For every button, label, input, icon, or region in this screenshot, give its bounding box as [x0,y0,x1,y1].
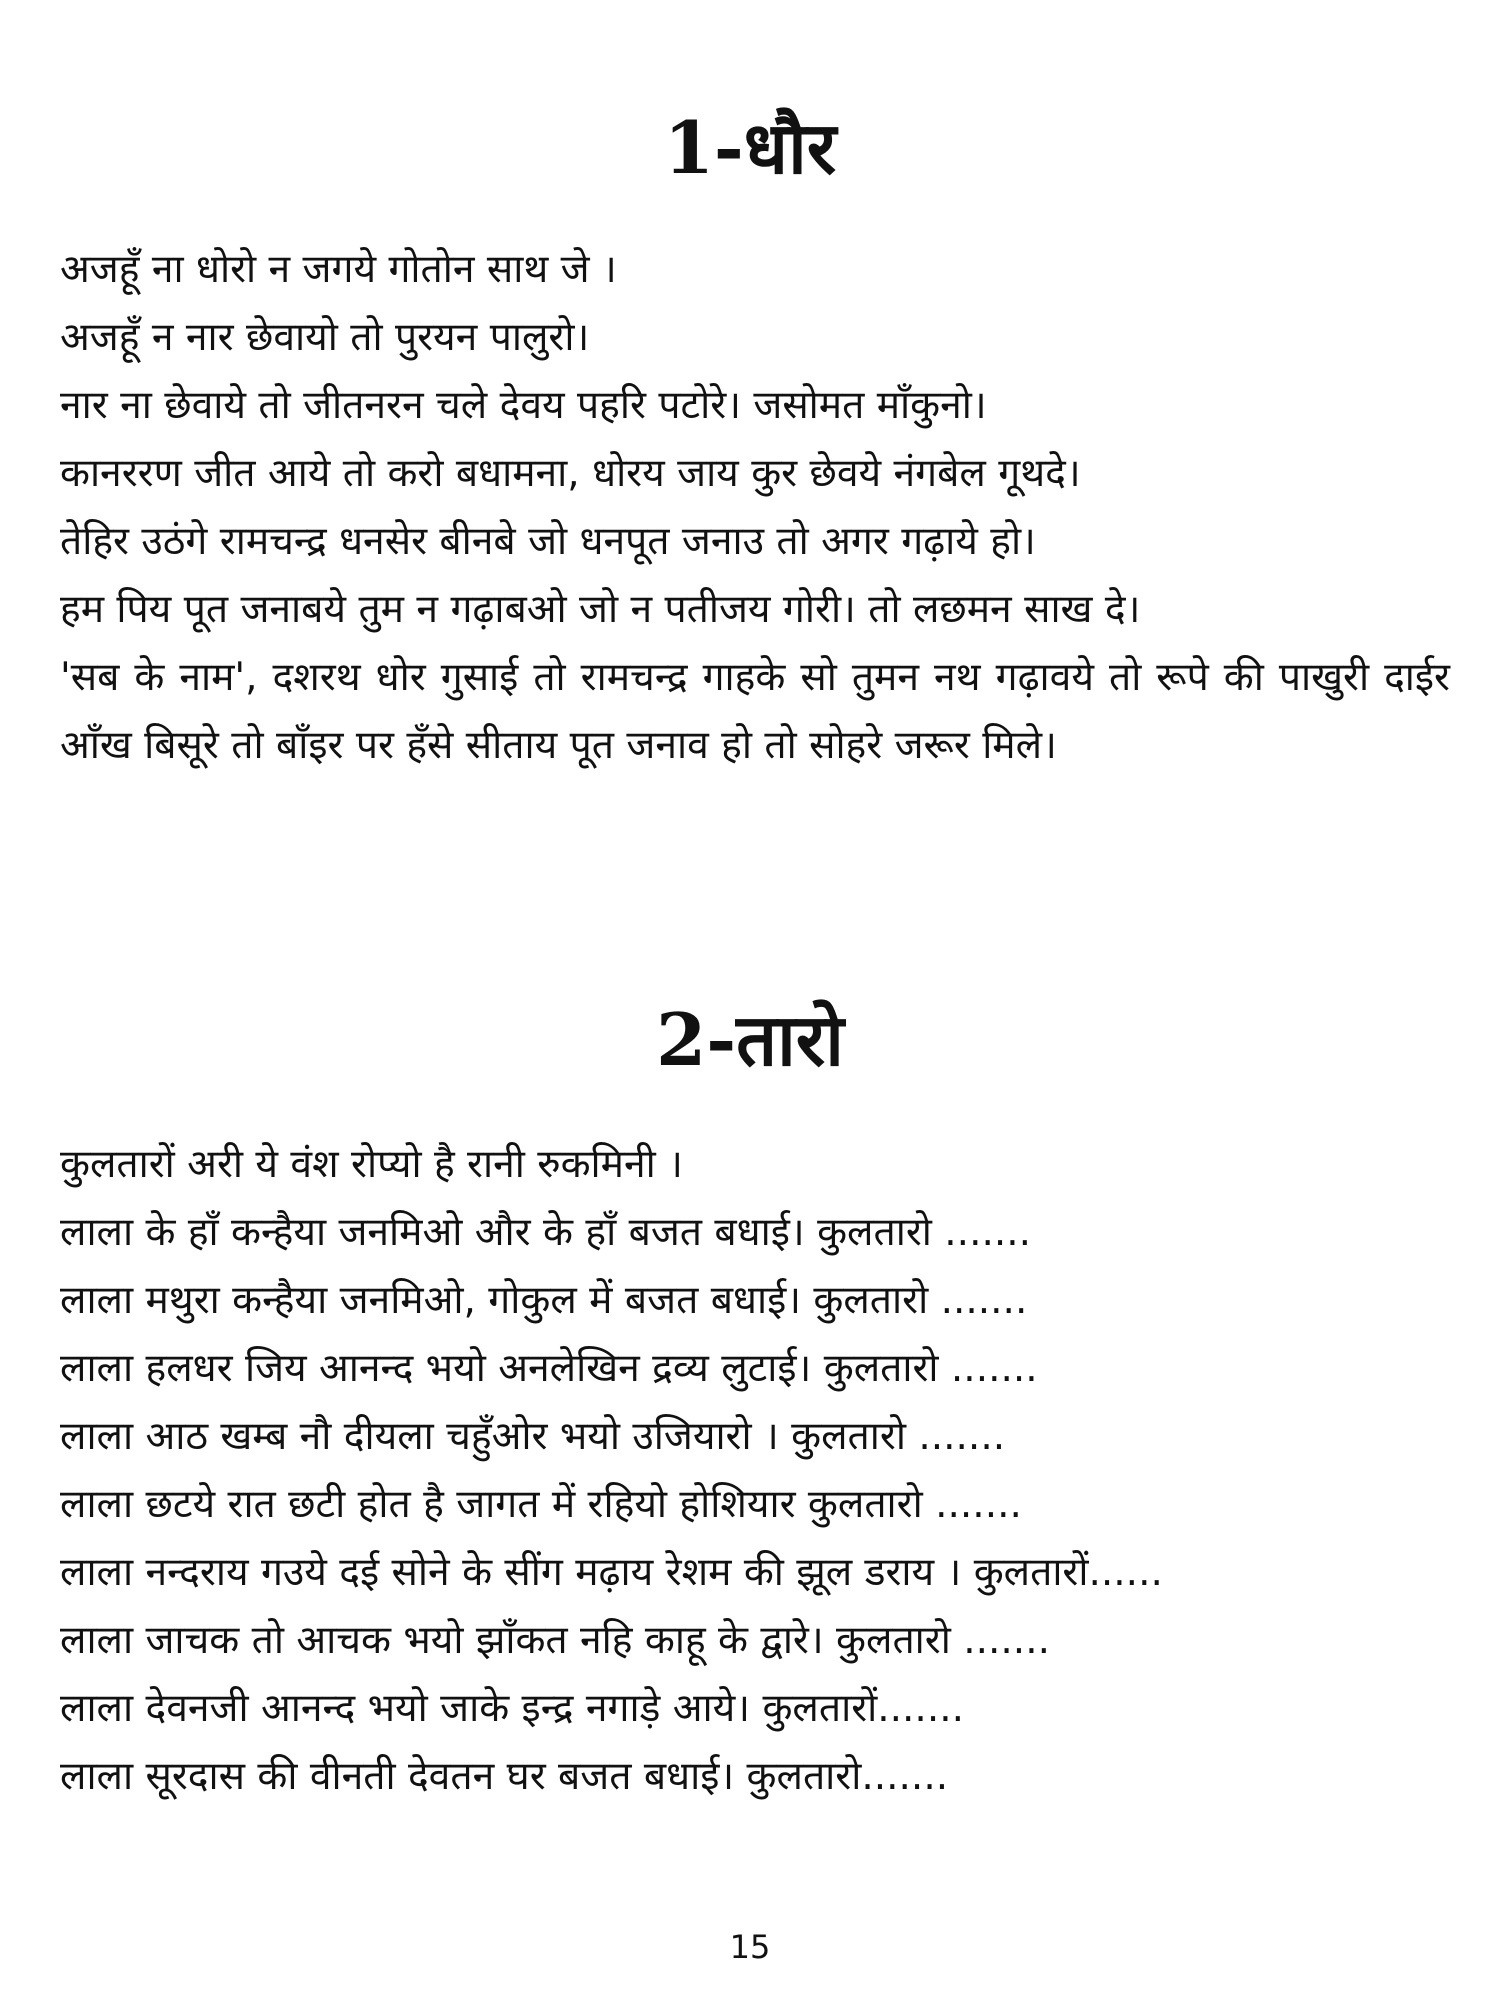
verse-line: लाला मथुरा कन्हैया जनमिओ, गोकुल में बजत बधाई। कुलतारो ....... [60,1278,1028,1323]
verse-line: लाला आठ खम्ब नौ दीयला चहुँओर भयो उजियारो । कुलतारो ....... [60,1414,1006,1459]
section-title-taro: 2-तारो [656,997,844,1082]
song-taro-text [60,1131,1450,1811]
verse-line: लाला देवनजी आनन्द भयो जाके इन्द्र नगाड़े आये। कुलतारों....... [60,1686,965,1731]
page-number: 15 [729,1928,771,1966]
verse-line: अजहूँ न नार छेवायो तो पुरयन पालुरो। [60,315,590,360]
verse-line: तेहिर उठंगे रामचन्द्र धनसेर बीनबे जो धनपूत जनाउ तो अगर गढ़ाये हो। [60,519,1036,564]
verse-line: लाला छटये रात छटी होत है जागत में रहियो होशियार कुलतारो ....... [60,1482,1022,1527]
verse-line: लाला के हाँ कन्हैया जनमिओ और के हाँ बजत बधाई। कुलतारो ....... [60,1210,1032,1255]
verse-line: हम पिय पूत जनाबये तुम न गढ़ाबओ जो न पतीजय गोरी। तो लछमन साख दे। [60,587,1141,632]
verse-line: लाला हलधर जिय आनन्द भयो अनलेखिन द्रव्य लुटाई। कुलतारो ....... [60,1346,1038,1391]
verse-line: लाला जाचक तो आचक भयो झाँकत नहि काहू के द्वारे। कुलतारो ....... [60,1618,1051,1663]
verse-line: नार ना छेवाये तो जीतनरन चले देवय पहरि पटोरे। जसोमत माँकुनो। [60,383,987,428]
song-dhaur-text [60,236,1450,780]
verse-line: लाला सूरदास की वीनती देवतन घर बजत बधाई। कुलतारो....... [60,1754,949,1799]
verse-line: 'सब के नाम', दशरथ धोर गुसाई तो रामचन्द्र गाहके सो तुमन नथ गढ़ावये तो रूपे की पाखुरी दाईर आँख बिसूरे तो बाँइर पर हँसे सीताय पूत जनाव हो तो सोहरे जरूर मिले। [60,655,1450,768]
verse-line: कानररण जीत आये तो करो बधामना, धोरय जाय कुर छेवये नंगबेल गूथदे। [60,451,1081,496]
verse-line: कुलतारों अरी ये वंश रोप्यो है रानी रुकमिनी । [60,1142,683,1187]
section-title-dhaur: 1-धौर [663,105,837,190]
verse-line: अजहूँ ना धोरो न जगये गोतोन साथ जे । [60,247,617,292]
verse-line: लाला नन्दराय गउये दई सोने के सींग मढ़ाय रेशम की झूल डराय । कुलतारों...... [60,1550,1163,1595]
